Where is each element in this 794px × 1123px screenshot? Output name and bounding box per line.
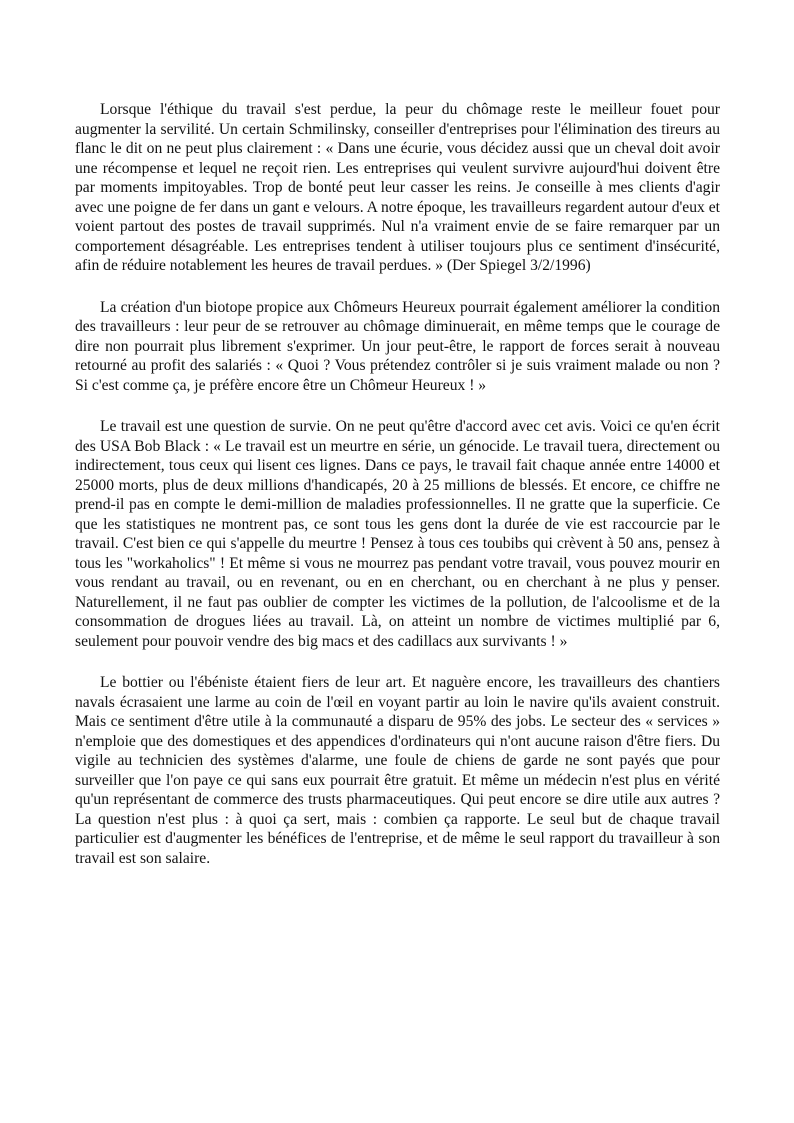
paragraph-2: La création d'un biotope propice aux Chômeurs Heureux pourrait également améliorer la condition des travailleurs : leur peur de se retrouver au chômage diminuerait, en même temps que le courage de dire non pourrait plus librement s'exprimer. Un jour peut-être, le rapport de forces serait à nouveau retourné au profit des salariés : « Quoi ? Vous prétendez contrôler si je suis vraiment malade ou non ? Si c'est comme ça, je préfère encore être un Chômeur Heureux ! » [75, 298, 720, 394]
paragraph-4: Le bottier ou l'ébéniste étaient fiers de leur art. Et naguère encore, les travailleurs des chantiers navals écrasaient une larme au coin de l'œil en voyant partir au loin le navire qu'ils avaient construit. Mais ce sentiment d'être utile à la communauté a disparu de 95% des jobs. Le secteur des « services » n'emploie que des domestiques et des appendices d'ordinateurs qui n'ont aucune raison d'être fiers. Du vigile au technicien des systèmes d'alarme, une foule de chiens de garde ne sont payés que pour surveiller que l'on paye ce qui sans eux pourrait être gratuit. Et même un médecin n'est plus en vérité qu'un représentant de commerce des trusts pharmaceutiques. Qui peut encore se dire utile aux autres ? La question n'est plus : à quoi ça sert, mais : combien ça rapporte. Le seul but de chaque travail particulier est d'augmenter les bénéfices de l'entreprise, et de même le seul rapport du travailleur à son travail est son salaire. [75, 674, 720, 867]
paragraph-3: Le travail est une question de survie. On ne peut qu'être d'accord avec cet avis. Voici ce qu'en écrit des USA Bob Black : « Le travail est un meurtre en série, un génocide. Le travail tuera, directement ou indirectement, tous ceux qui lisent ces lignes. Dans ce pays, le travail fait chaque année entre 14000 et 25000 morts, plus de deux millions d'handicapés, 20 à 25 millions de blessés. Et encore, ce chiffre ne prend-il pas en compte le demi-million de maladies professionnelles. Il ne gratte que la superficie. Ce que les statistiques ne montrent pas, ce sont tous les gens dont la durée de vie est raccourcie par le travail. C'est bien ce qui s'appelle du meurtre ! Pensez à tous ces toubibs qui crèvent à 50 ans, pensez à tous les "workaholics" ! Et même si vous ne mourrez pas pendant votre travail, vous pouvez mourir en vous rendant au travail, ou en revenant, ou en en cherchant, ou en cherchant à ne plus y penser. Naturellement, il ne faut pas oublier de compter les victimes de la pollution, de l'alcoolisme et de la consommation de drogues liées au travail. Là, on atteint un nombre de victimes multiplié par 6, seulement pour pouvoir vendre des big macs et des cadillacs aux survivants ! » [75, 418, 720, 650]
paragraph-1: Lorsque l'éthique du travail s'est perdue, la peur du chômage reste le meilleur fouet pour augmenter la servilité. Un certain Schmilinsky, conseiller d'entreprises pour l'élimination des tireurs au flanc le dit on ne peut plus clairement : « Dans une écurie, vous décidez aussi que un cheval doit avoir une récompense et lequel ne reçoit rien. Les entreprises qui veulent survivre aujourd'hui doivent être par moments impitoyables. Trop de bonté peut leur casser les reins. Je conseille à mes clients d'agir avec une poigne de fer dans un gant e velours. A notre époque, les travailleurs regardent autour d'eux et voient partout des postes de travail supprimés. Nul n'a vraiment envie de se faire remarquer par un comportement désagréable. Les entreprises tendent à utiliser toujours plus ce sentiment d'insécurité, afin de réduire notablement les heures de travail perdues. » (Der Spiegel 3/2/1996) [75, 101, 720, 274]
document-page [75, 100, 720, 890]
